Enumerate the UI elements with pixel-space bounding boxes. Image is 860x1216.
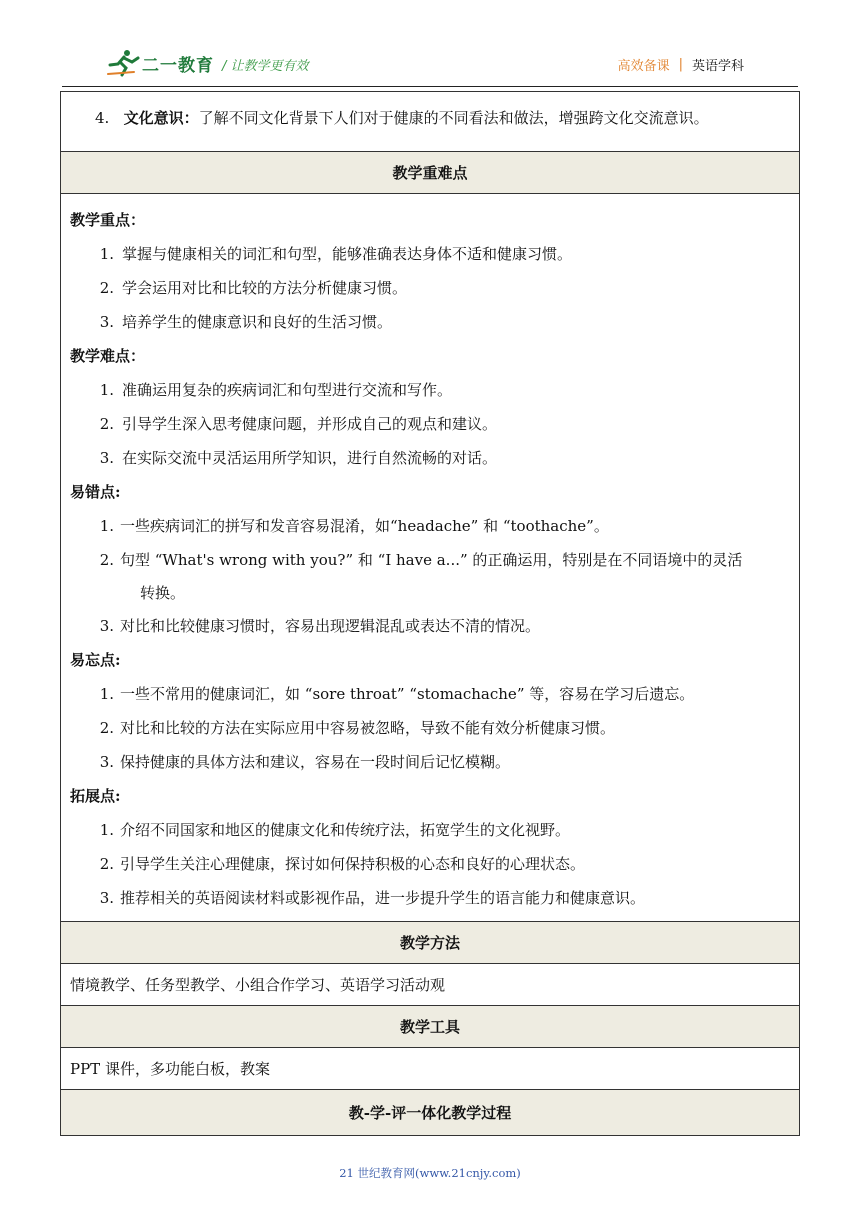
list-item: 2. 学会运用对比和比较的方法分析健康习惯。 bbox=[99, 279, 408, 297]
tools-heading: 教学工具 bbox=[61, 1005, 799, 1047]
section-title-easily-forgotten: 易忘点: bbox=[70, 651, 121, 669]
list-item: 2. 引导学生关注心理健康，探讨如何保持积极的心态和良好的心理状态。 bbox=[99, 855, 586, 873]
header-subject bbox=[618, 55, 744, 74]
list-item: 1. 一些疾病词汇的拼写和发音容易混淆，如“headache” 和 “toothache”。 bbox=[99, 517, 609, 535]
slogan: / 让教学更有效 bbox=[222, 59, 309, 74]
process-heading: 教-学-评一体化教学过程 bbox=[61, 1089, 799, 1135]
list-item: 3. 对比和比较健康习惯时，容易出现逻辑混乱或表达不清的情况。 bbox=[99, 617, 541, 635]
section-title-error-prone: 易错点: bbox=[70, 483, 121, 501]
lesson-table bbox=[60, 91, 800, 1136]
header-label-prep: 高效备课 bbox=[617, 59, 670, 74]
list-item: 1. 一些不常用的健康词汇，如 “sore throat” “stomachache” 等，容易在学习后遗忘。 bbox=[99, 685, 695, 703]
runner-logo-icon bbox=[106, 48, 140, 78]
section-title-key-points: 教学重点： bbox=[70, 211, 146, 229]
list-item: 2. 引导学生深入思考健康问题，并形成自己的观点和建议。 bbox=[99, 415, 498, 433]
methods-heading: 教学方法 bbox=[61, 921, 799, 963]
list-item: 3. 在实际交流中灵活运用所学知识，进行自然流畅的对话。 bbox=[99, 449, 498, 467]
key-difficult-heading: 教学重难点 bbox=[61, 151, 799, 193]
header-label-subject: 英语学科 bbox=[691, 59, 744, 74]
list-item-continuation: 转换。 bbox=[140, 584, 186, 602]
list-item: 1. 准确运用复杂的疾病词汇和句型进行交流和写作。 bbox=[99, 381, 453, 399]
page-footer: 21 世纪教育网(www.21cnjy.com) bbox=[339, 1166, 521, 1180]
list-item: 1. 介绍不同国家和地区的健康文化和传统疗法，拓宽学生的文化视野。 bbox=[99, 821, 571, 839]
tools-text: PPT 课件，多功能白板，教案 bbox=[61, 1047, 799, 1089]
list-item: 2. 对比和比较的方法在实际应用中容易被忽略，导致不能有效分析健康习惯。 bbox=[99, 719, 616, 737]
list-item: 3. 保持健康的具体方法和建议，容易在一段时间后记忆模糊。 bbox=[99, 753, 511, 771]
logo bbox=[106, 48, 214, 78]
section-title-difficulties: 教学难点： bbox=[70, 347, 146, 365]
page-header bbox=[62, 38, 798, 87]
list-item: 3. 培养学生的健康意识和良好的生活习惯。 bbox=[99, 313, 393, 331]
culture-objective bbox=[61, 91, 799, 151]
header-separator: | bbox=[678, 57, 683, 72]
methods-text: 情境教学、任务型教学、小组合作学习、英语学习活动观 bbox=[61, 963, 799, 1005]
culture-text: 了解不同文化背景下人们对于健康的不同看法和做法，增强跨文化交流意识。 bbox=[198, 109, 709, 127]
logo-text: 二一教育 bbox=[142, 55, 214, 76]
section-title-extension: 拓展点: bbox=[70, 787, 121, 805]
list-item: 1. 掌握与健康相关的词汇和句型，能够准确表达身体不适和健康习惯。 bbox=[99, 245, 573, 263]
culture-num: 4. bbox=[95, 109, 110, 127]
key-difficult-body bbox=[61, 193, 799, 921]
list-item: 2. 句型 “What's wrong with you?” 和 “I have a...” 的正确运用，特别是在不同语境中的灵活 bbox=[99, 551, 743, 569]
list-item: 3. 推荐相关的英语阅读材料或影视作品，进一步提升学生的语言能力和健康意识。 bbox=[99, 889, 646, 907]
culture-label: 文化意识： bbox=[123, 109, 199, 127]
